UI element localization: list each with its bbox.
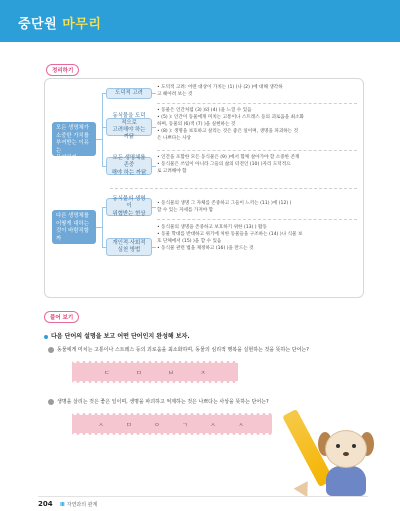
pencil-tip-illustration <box>294 481 315 501</box>
dog-eye-illustration <box>352 444 356 448</box>
header-banner <box>0 0 400 42</box>
hint-char: ㅈ <box>200 370 206 377</box>
question-1: 동물에게 미치는 고통이나 스트레스 등의 괴로움을 최소화하며, 동물의 심리적 행복을 실현하는 것을 뜻하는 단어는? <box>48 346 309 353</box>
dog-eye-illustration <box>336 444 340 448</box>
main-question-2: 다른 생명체를 어떻게 대하는 것이 바람직할 까 <box>52 210 96 244</box>
box-threat: 동식물의 생명이 위협받는 현상 <box>106 198 152 216</box>
hint-char: ㅂ <box>168 370 174 377</box>
hint-char: ㅁ <box>136 370 142 377</box>
desc-practice: • 동식물의 생명을 존중하고 보호하기 위한 (13) ) 활동 • 동물 학대를 반대하고 위기에 처한 동물들을 구조하는 (14) )나 식물 보 호 단체에서 (15) )을 할 수 있음 • 동식물 관련 법을 제정하고 (16) )을 만드는 것 <box>157 225 303 251</box>
divider <box>157 150 357 151</box>
unit-name: Ⅲ 자연과의 관계 <box>60 502 98 508</box>
main-question-1: 모든 생명체가 소중한 가치를 부여받는 이유는 무엇일까 <box>52 122 96 156</box>
answer-scroll-2[interactable] <box>72 413 272 435</box>
divider <box>157 103 357 104</box>
box-respect: 모든 생명체를 존중 해야 하는 까닭 <box>106 157 152 175</box>
divider <box>110 188 357 189</box>
page-number: 204 <box>38 500 53 508</box>
quiz-section-label: 풀어 보기 <box>44 311 79 323</box>
connector <box>152 93 156 94</box>
instruction: 다음 단어의 설명을 보고 어떤 단어인지 완성해 보자. <box>44 331 190 340</box>
desc-moral: • 도덕적 고려: 어떤 대상이 가치는 (1) )나 (2) )에 대해 생각하 고 헤아려 보는 것 <box>157 85 283 97</box>
answer-scroll-1[interactable] <box>72 361 238 383</box>
box-reason: 동식물을 도덕적으로 고려해야 하는 까닭 <box>106 118 152 136</box>
summary-section-label: 정리하기 <box>46 64 79 76</box>
connector <box>152 207 156 208</box>
box-moral-consideration: 도덕적 고려 <box>106 88 152 99</box>
bullet-icon <box>44 335 48 339</box>
footer-divider <box>38 496 368 497</box>
hint-char: ㄷ <box>104 370 110 377</box>
connector <box>152 247 156 248</box>
hint-char: ㅇ <box>154 422 160 429</box>
hint-char: ㅁ <box>126 422 132 429</box>
question-number-icon <box>48 399 54 405</box>
question-number-icon <box>48 347 54 353</box>
hint-char: ㅅ <box>98 422 104 429</box>
page-title: 중단원 마무리 <box>18 17 102 32</box>
hint-char: ㅅ <box>210 422 216 429</box>
desc-threat: • 동식물의 생명 그 자체를 존중하고 그들이 느끼는 (11) )에 (12) ) 할 수 있는 자세를 가져야 함 <box>157 201 292 213</box>
dog-head-illustration <box>325 430 367 468</box>
box-practice: 개인적·사회적 실천 방법 <box>106 238 152 256</box>
dog-body-illustration <box>326 466 366 496</box>
connector <box>102 207 103 247</box>
connector <box>152 127 156 128</box>
hint-char: ㅅ <box>238 422 244 429</box>
connector <box>152 166 156 167</box>
divider <box>157 219 357 220</box>
connector <box>102 93 103 166</box>
hint-char: ㄱ <box>182 422 188 429</box>
desc-reason: • 동물은 인간처럼 (3) )와 (4) )을 느낄 수 있음 • (5) ): 인간이 동물에게 미치는 고통이나 스트레스 등의 괴로움을 최소화 하며, 동물의 (6)적 (7) )을 실현하는 것 • (8) ): 생명을 보호하고 살리는 것은 좋은 일이며, 생명을 파괴하는 것 은 나쁘다는 사상 <box>157 108 304 141</box>
dog-nose-illustration <box>343 452 349 456</box>
desc-respect: • 인간을 포함한 모든 동식물은 (9) )에서 함께 살아가야 할 소중한 존재 • 동식물은 쓰임이 아니라 그들의 삶의 터전인 (10) )자리 도덕적으 로 고려해야 함 <box>157 155 300 174</box>
question-2: 생명을 살리는 것은 좋은 일이며, 생명을 파괴하고 억제하는 것은 나쁘다는 사상을 뜻하는 단어는? <box>48 398 269 405</box>
